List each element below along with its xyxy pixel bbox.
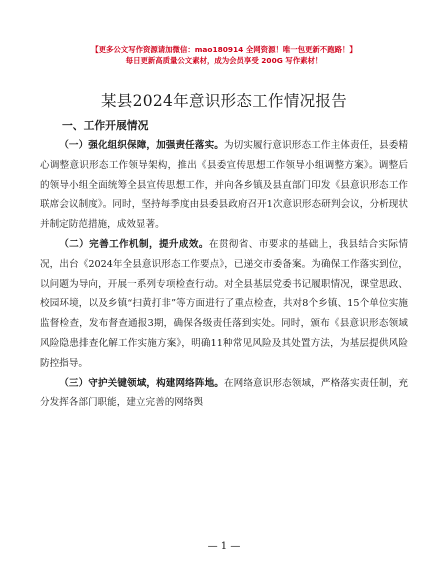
promo-notice-line-1: 【更多公文写作资源请加微信：mao180914 全网资源！唯一包更新不跑路！】 [91,45,357,54]
section-heading: 一、工作开展情况 [62,119,149,132]
paragraph-2-text: 在贯彻省、市要求的基础上，我县结合实际情况，出台《2024年全县意识形态工作要点》，已递交市委备案。为确保工作落实到位，以问题为导向，开展一系列专项检查行动。对全县基层党委书记履职情况，课堂思政、校园环境，以及乡镇“扫黄打非”等方面进行了重点检查，共对8个乡镇、15个单位实施监督检查，发布督查通报3期，确保各级责任落到实处。同时，颁布《县意识形态领域风险隐患排查化解工作实施方案》，明确11种常见风险及其处置方法，为基层提供风险防控指导。 [40,238,409,369]
promo-notice-line-2: 每日更新高质量公文素材，成为会员享受 200G 写作素材！ [125,56,323,65]
paragraph-1 [40,136,408,235]
page-number: — 1 — [207,541,241,552]
paragraph-3-text: 在网络意识形态领域，严格落实责任制，充分发挥各部门职能，建立完善的网络舆 [40,377,409,409]
document-body [40,136,408,413]
paragraph-1-lead: （一）强化组织保障，加强责任落实。 [59,140,224,151]
promo-notice [40,44,408,66]
paragraph-3-lead: （三）守护关键领域，构建网络阵地。 [59,377,224,389]
paragraph-2 [40,235,408,374]
paragraph-1-text: 为切实履行意识形态工作主体责任，县委精心调整意识形态工作领导架构，推出《县委宣传思想工作领导小组调整方案》。调整后的领导小组全面统筹全县宣传思想工作，并向各乡镇及县直部门印发《县意识形态工作联席会议制度》。同时，坚持每季度由县委县政府召开1次意识形态研判会议，分析现状并制定防范措施，成效显著。 [40,140,409,231]
paragraph-3 [40,374,408,414]
document-title: 某县2024年意识形态工作情况报告 [100,92,348,110]
paragraph-2-lead: （二）完善工作机制，提升成效。 [59,238,209,250]
